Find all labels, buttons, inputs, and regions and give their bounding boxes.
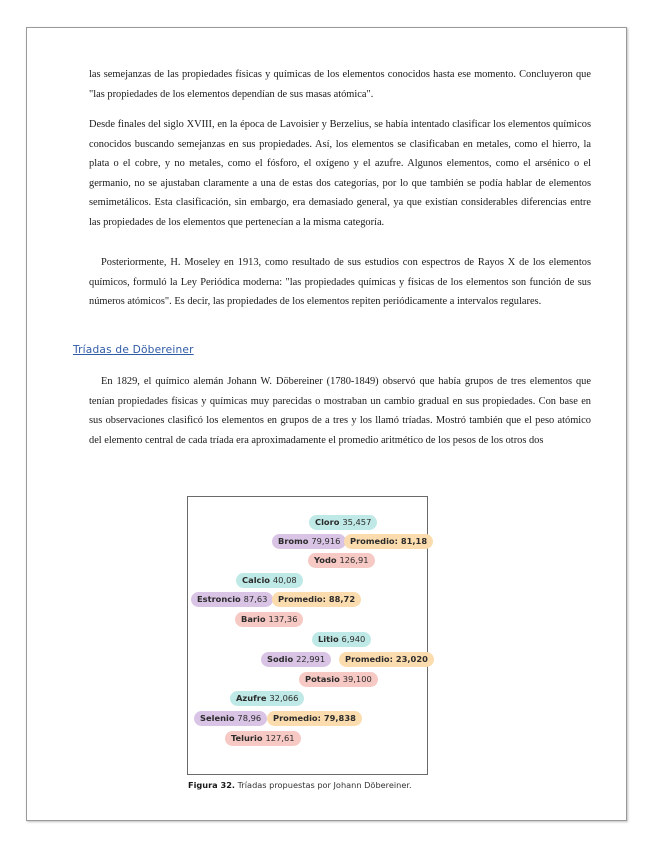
- paragraph-clasificacion: Desde finales del siglo XVIII, en la época de Lavoisier y Berzelius, se había intentado clasificar los elementos químicos conocidos buscando semejanzas en sus propiedades. Así, los elementos se clasificaban en metales, como el hierro, la plata o el cobre, y no metales, como el fósforo, el oxígeno y el azufre. Algunos elementos, como el arsénico o el germanio, no se ajustaban claramente a una de estas dos categorías, por lo que también se podía hablar de elementos semimetálicos. Esta clasificación, sin embargo, era demasiado general, ya que existían considerables diferencias entre las propiedades de los elementos que pertenecían a la misma categoría.: [89, 119, 591, 228]
- paragraph-dobereiner: En 1829, el químico alemán Johann W. Döbereiner (1780-1849) observó que había grupos de tres elementos que tenían propiedades físicas y químicas muy parecidas o mostraban un cambio gradual en sus propiedades. Con base en sus observaciones clasificó los elementos en grupos de a tres y los llamó tríadas. Mostró también que el peso atómico del elemento central de cada tríada era aproximadamente el promedio aritmético de los pesos de los otros dos: [89, 376, 591, 446]
- caption-label: Figura 32.: [188, 780, 236, 790]
- element-pill: Telurio 127,61: [225, 731, 301, 746]
- average-pill: Promedio: 79,838: [267, 711, 362, 726]
- element-pill: Bromo 79,916: [272, 534, 346, 549]
- element-pill: Potasio 39,100: [299, 672, 378, 687]
- average-pill: Promedio: 81,18: [344, 534, 433, 549]
- element-pill: Sodio 22,991: [261, 652, 331, 667]
- element-pill: Yodo 126,91: [308, 553, 375, 568]
- average-pill: Promedio: 88,72: [272, 592, 361, 607]
- triads-figure: [187, 496, 428, 775]
- element-pill: Azufre 32,066: [230, 691, 304, 706]
- document-page: [26, 27, 627, 821]
- element-pill: Estroncio 87,63: [191, 592, 273, 607]
- paragraph-moseley: Posteriormente, H. Moseley en 1913, como resultado de sus estudios con espectros de Rayos X de los elementos químicos, formuló la Ley Periódica moderna: "las propiedades químicas y físicas de los elementos son función de sus números atómicos". Es decir, las propiedades de los elementos repiten periódicamente a intervalos regulares.: [89, 257, 591, 308]
- element-pill: Bario 137,36: [235, 612, 303, 627]
- average-pill: Promedio: 23,020: [339, 652, 434, 667]
- paragraph-masas-atomicas: las semejanzas de las propiedades físicas y químicas de los elementos conocidos hasta ese momento. Concluyeron que "las propiedades de los elementos dependían de sus masas atómica".: [89, 69, 591, 100]
- element-pill: Litio 6,940: [312, 632, 371, 647]
- element-pill: Calcio 40,08: [236, 573, 303, 588]
- figure-caption: [188, 780, 412, 790]
- section-heading-triadas[interactable]: Tríadas de Döbereiner: [73, 344, 194, 356]
- caption-text: Tríadas propuestas por Johann Döbereiner.: [237, 780, 412, 790]
- element-pill: Selenio 78,96: [194, 711, 267, 726]
- element-pill: Cloro 35,457: [309, 515, 377, 530]
